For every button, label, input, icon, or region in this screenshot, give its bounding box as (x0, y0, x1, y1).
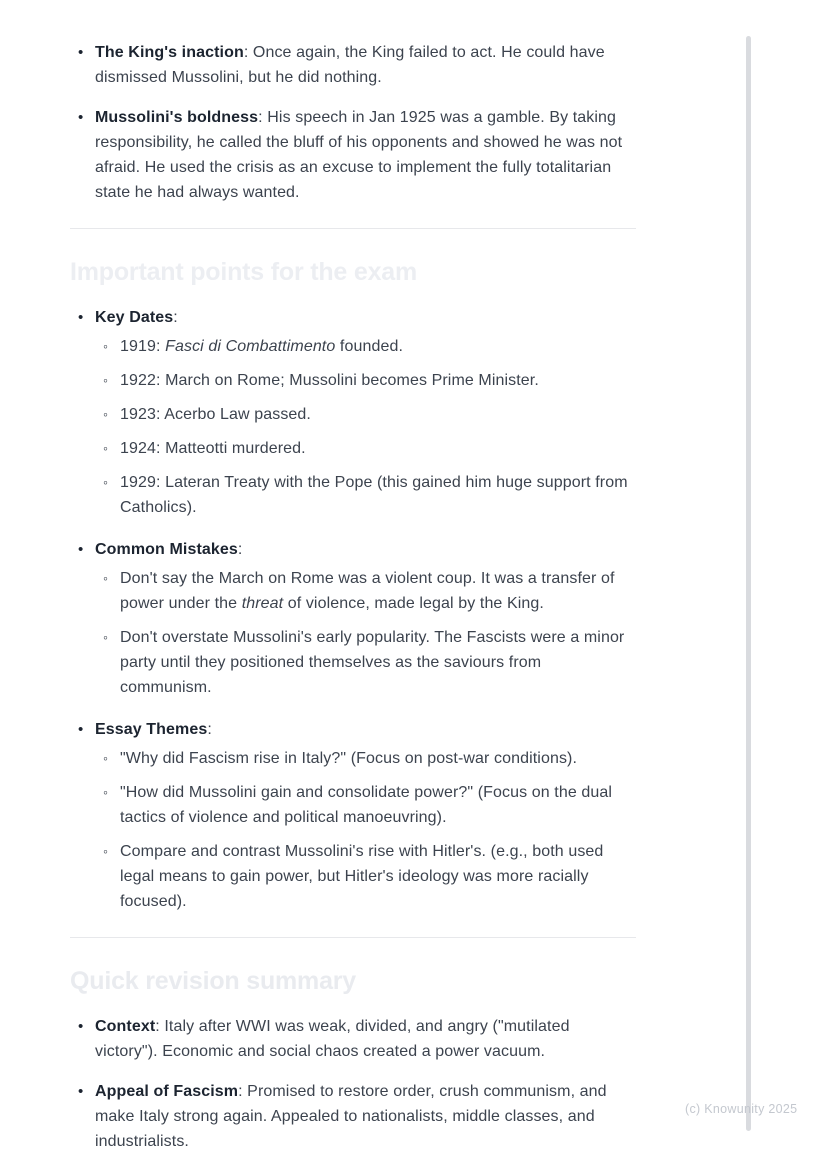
list-item (70, 1079, 636, 1154)
group-label-text (95, 717, 636, 742)
list-item (95, 334, 636, 359)
list-item-essay-themes (70, 717, 636, 742)
circle-bullet-icon: ◦ (103, 474, 109, 490)
circle-bullet-icon: ◦ (103, 570, 109, 586)
sub-italic: Fasci di Combattimento (165, 338, 336, 355)
group-label-colon: : (207, 721, 212, 738)
group-label-bold: Essay Themes (95, 721, 208, 738)
bullet-icon: • (78, 44, 84, 61)
group-label-bold: Key Dates (95, 309, 174, 326)
sublist-key-dates (95, 334, 636, 520)
list-item-text (120, 402, 636, 427)
circle-bullet-icon: ◦ (103, 406, 109, 422)
circle-bullet-icon: ◦ (103, 338, 109, 354)
list-item (95, 780, 636, 830)
list-item (95, 436, 636, 461)
group-label-colon: : (237, 541, 243, 558)
list-item-text (120, 436, 636, 461)
scrollbar-thumb[interactable] (746, 36, 751, 1131)
list-item-bold: Context (95, 1018, 156, 1035)
list-item-text (120, 470, 636, 520)
list-item (70, 40, 636, 90)
section-divider (70, 228, 636, 229)
list-item-rest: : His speech in Jan 1925 was a gamble. By taking responsibility, he called the bluff of his opponents and showed he was not afraid. He used the crisis as an excuse to implement the fully totalitarian state he had always wanted. (95, 109, 623, 201)
list-item-key-dates (70, 305, 636, 330)
circle-bullet-icon: ◦ (103, 372, 109, 388)
list-item (95, 368, 636, 393)
list-item-text (120, 839, 636, 914)
sub-pre: "How did Mussolini gain and consolidate power?" (Focus on the dual tactics of violence and political manoeuvring). (120, 784, 613, 826)
sub-pre: Don't overstate Mussolini's early popularity. The Fascists were a minor party until they positioned themselves as the saviours from communism. (120, 629, 625, 696)
list-item (70, 105, 636, 205)
group-label-text (95, 537, 636, 562)
list-item-bold: Appeal of Fascism (95, 1083, 239, 1100)
list-item-text (120, 368, 636, 393)
section-heading-exam: Important points for the exam (70, 258, 418, 286)
circle-bullet-icon: ◦ (103, 629, 109, 645)
list-item-text (95, 105, 636, 205)
group-label-bold: Common Mistakes (95, 541, 238, 558)
sub-pre: "Why did Fascism rise in Italy?" (Focus on post-war conditions). (120, 750, 578, 767)
list-item-text (120, 334, 636, 359)
list-item-bold: The King's inaction (95, 44, 244, 61)
sub-pre: 1924: Matteotti murdered. (120, 440, 306, 457)
bullet-icon: • (78, 541, 84, 558)
sublist-essay-themes (95, 746, 636, 914)
sub-italic: threat (241, 595, 284, 612)
section-divider (70, 937, 636, 938)
list-item-rest: : Promised to restore order, crush communism, and make Italy strong again. Appealed to nationalists, middle classes, and industrialists. (95, 1083, 607, 1150)
bullet-icon: • (78, 109, 84, 126)
list-item-text (120, 780, 636, 830)
list-item (95, 402, 636, 427)
list-item-common-mistakes (70, 537, 636, 562)
group-label-text (95, 305, 636, 330)
list-item-text (95, 1079, 636, 1154)
circle-bullet-icon: ◦ (103, 750, 109, 766)
bullet-icon: • (78, 721, 84, 738)
list-item-bold: Mussolini's boldness (95, 109, 259, 126)
copyright-watermark: (c) Knowunity 2025 (685, 1102, 798, 1116)
group-label-colon: : (173, 309, 178, 326)
list-item (95, 566, 636, 616)
list-item (95, 470, 636, 520)
circle-bullet-icon: ◦ (103, 784, 109, 800)
list-item-text (120, 566, 636, 616)
sub-pre: Don't say the March on Rome was a violent coup. It was a transfer of power under the (120, 570, 615, 612)
section-heading-summary: Quick revision summary (70, 967, 357, 995)
list-item-text (120, 625, 636, 700)
sub-pre: 1919: (120, 338, 166, 355)
sub-post: of violence, made legal by the King. (283, 595, 544, 612)
circle-bullet-icon: ◦ (103, 843, 109, 859)
sub-pre: Compare and contrast Mussolini's rise with Hitler's. (e.g., both used legal means to gain power, but Hitler's ideology was more racially focused). (120, 843, 604, 910)
sub-post: founded. (335, 338, 403, 355)
bullet-icon: • (78, 1018, 84, 1035)
list-item-text (120, 746, 636, 771)
list-item (95, 625, 636, 700)
sub-pre: 1929: Lateran Treaty with the Pope (this gained him huge support from Catholics). (120, 474, 628, 516)
bullet-icon: • (78, 1083, 84, 1100)
list-item-text (95, 1014, 636, 1064)
sub-pre: 1923: Acerbo Law passed. (120, 406, 311, 423)
circle-bullet-icon: ◦ (103, 440, 109, 456)
sublist-common-mistakes (95, 566, 636, 700)
list-item (70, 1014, 636, 1064)
bullet-icon: • (78, 309, 84, 326)
sub-pre: 1922: March on Rome; Mussolini becomes Prime Minister. (120, 372, 539, 389)
list-item-text (95, 40, 636, 90)
list-item-rest: : Italy after WWI was weak, divided, and angry ("mutilated victory"). Economic and social chaos created a power vacuum. (95, 1018, 570, 1060)
list-item-rest: : Once again, the King failed to act. He could have dismissed Mussolini, but he did nothing. (95, 44, 605, 86)
list-item (95, 839, 636, 914)
list-item (95, 746, 636, 771)
document-body (70, 40, 636, 1169)
